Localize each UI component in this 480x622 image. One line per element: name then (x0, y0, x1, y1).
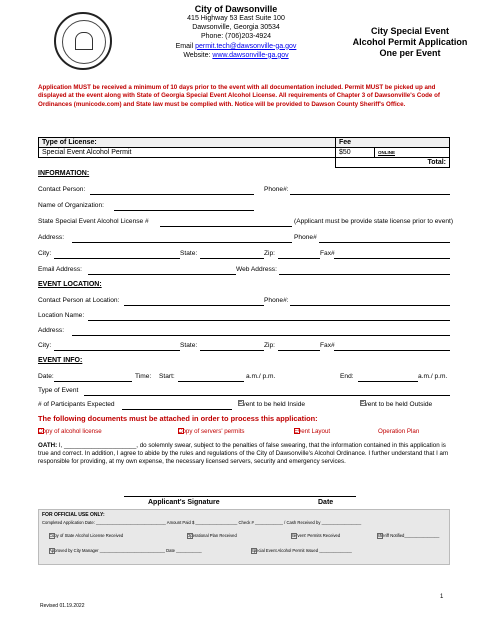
official-copy-license[interactable] (49, 533, 123, 538)
phone-field[interactable] (290, 194, 450, 195)
form-title-line-2: Alcohol Permit Application (352, 37, 468, 47)
official-sheriff-checkbox[interactable] (377, 533, 383, 539)
oath-text: I, _____________________, do solemnly swear, subject to the penalties of false swearing, that the information contained in this application is true and correct. In addition, I agree to abide by the rules and regulations of the City of Dawsonville's Alcohol Ordinance. I further understand that I am responsible for providing, at my own expense, the necessary licensed servers, security and emergency services. (38, 442, 449, 466)
form-title (350, 26, 470, 59)
start-time-field[interactable] (178, 381, 244, 382)
doc-alcohol-license-label: Copy of alcohol license (38, 428, 102, 435)
doc-event-layout-checkbox[interactable] (294, 428, 300, 434)
state-license-field[interactable] (160, 226, 292, 227)
official-servers-checkbox[interactable] (291, 533, 297, 539)
participants-row (38, 400, 450, 411)
outside-option[interactable] (360, 400, 432, 410)
location-fax-field[interactable] (334, 350, 450, 351)
contact-person-field[interactable] (90, 194, 254, 195)
online-link[interactable]: ONLINE (375, 148, 450, 158)
official-approved-checkbox[interactable] (49, 548, 55, 554)
contact-row (38, 185, 450, 196)
location-zip-field[interactable] (278, 350, 320, 351)
start-ampm: a.m./ p.m. (246, 373, 276, 380)
location-contact-field[interactable] (124, 305, 264, 306)
address-row (38, 233, 450, 244)
city-label: City: (38, 250, 52, 257)
phone2-label: Phone# (294, 234, 317, 241)
phone2-field[interactable] (319, 242, 450, 243)
documents-heading: The following documents must be attached in order to process this application: (38, 414, 318, 423)
notice-paragraph: Application MUST be received a minimum of 10 days prior to the event with all documentation included. Permit MUST be picked up and displayed at the event along with State of Georgia Special Event Alcohol License. All requirements of Chapter 3 of Dawsonville's Code of Ordinances (municode.com) and State law must be complied with. Notice will be provided to Dawson County Sheriff's Office. (38, 84, 440, 108)
web-label: Web Address: (236, 266, 277, 273)
official-sheriff[interactable] (377, 533, 439, 538)
email-label-field: Email Address: (38, 266, 82, 273)
address-field[interactable] (72, 242, 292, 243)
doc-operation-plan: Operation Plan (378, 428, 420, 435)
date-field[interactable] (54, 381, 132, 382)
doc-alcohol-license[interactable] (38, 428, 102, 435)
doc-alcohol-license-checkbox[interactable] (38, 428, 44, 434)
website-link[interactable]: www.dawsonville-ga.gov (212, 51, 289, 59)
city-row (38, 249, 450, 260)
official-heading: FOR OFFICIAL USE ONLY: (42, 512, 105, 518)
outside-label: Event to be held Outside (360, 401, 433, 408)
official-issued-label: Special Event Alcohol Permit Issued ______________ (251, 548, 352, 553)
website-label: Website: (183, 51, 213, 59)
official-operational-checkbox[interactable] (187, 533, 193, 539)
doc-servers-permits[interactable] (178, 428, 245, 435)
city-header (144, 4, 328, 60)
participants-label: # of Participants Expected (38, 401, 115, 408)
official-sheriff-label: Sheriff Notified_______________ (377, 533, 440, 538)
end-ampm: a.m./ p.m. (418, 373, 448, 380)
doc-event-layout[interactable] (294, 428, 330, 435)
state-field[interactable] (200, 258, 264, 259)
official-servers-label: Servers' Permits Received (291, 533, 341, 538)
event-type-row (38, 386, 450, 397)
documents-list (38, 428, 450, 438)
doc-event-layout-label: Event Layout (294, 428, 331, 435)
contact-person-label: Contact Person: (38, 186, 86, 193)
location-phone-label: Phone#: (264, 297, 289, 304)
end-label: End: (340, 373, 354, 380)
address-line-1: 415 Highway 53 East Suite 100 (187, 15, 285, 22)
location-name-label: Location Name: (38, 312, 85, 319)
location-name-field[interactable] (88, 320, 450, 321)
start-label: Start: (159, 373, 175, 380)
signature-date-label: Date (318, 499, 334, 506)
address-label: Address: (38, 234, 65, 241)
outside-checkbox[interactable] (360, 400, 366, 406)
location-state-label: State: (180, 342, 198, 349)
form-title-line-1: City Special Event (370, 26, 450, 36)
location-city-label: City: (38, 342, 52, 349)
organization-field[interactable] (114, 210, 254, 211)
revised-date: Revised 01.19.2022 (40, 603, 85, 609)
location-zip-label: Zip: (264, 342, 275, 349)
location-city-row (38, 341, 450, 352)
inside-checkbox[interactable] (238, 400, 244, 406)
fax-field[interactable] (334, 258, 450, 259)
official-copy-license-checkbox[interactable] (49, 533, 55, 539)
official-issued[interactable] (251, 548, 352, 553)
state-label: State: (180, 250, 198, 257)
information-heading: INFORMATION: (38, 170, 90, 177)
email-label: Email (175, 42, 196, 50)
location-state-field[interactable] (200, 350, 264, 351)
zip-field[interactable] (278, 258, 320, 259)
doc-servers-permits-label: Copy of servers' permits (178, 428, 245, 435)
event-type-label: Type of Event (38, 387, 79, 394)
city-field[interactable] (54, 258, 180, 259)
end-time-field[interactable] (358, 381, 418, 382)
official-operational-label: Operational Plan Received (187, 533, 237, 538)
organization-row (38, 201, 450, 212)
page-number: 1 (440, 594, 444, 600)
official-completed-line: Completed Application Date: ______________________________ Amount Paid $ __________________ Check # ____________ / Cash Received by _________________ (42, 520, 362, 525)
location-address-row (38, 326, 450, 337)
state-license-note: (Applicant must be provide state license prior to event) (294, 218, 454, 225)
official-copy-license-label: Copy of State Alcohol License Received (49, 533, 124, 538)
fax-label: Fax# (320, 250, 335, 257)
email-link[interactable]: permit.tech@dawsonville-ga.gov (195, 42, 297, 50)
location-address-field[interactable] (72, 335, 450, 336)
city-seal (54, 12, 112, 70)
official-use-box (38, 509, 450, 565)
zip-label: Zip: (264, 250, 275, 257)
location-city-field[interactable] (54, 350, 180, 351)
applicant-signature-label: Applicant's Signature (148, 499, 220, 506)
email-row (38, 265, 450, 276)
state-license-label: State Special Event Alcohol License # (38, 218, 149, 225)
location-phone-field[interactable] (290, 305, 450, 306)
official-operational[interactable] (187, 533, 237, 538)
location-fax-label: Fax# (320, 342, 335, 349)
location-address-label: Address: (38, 327, 65, 334)
inside-option[interactable] (238, 400, 305, 410)
official-approved-label: Approved by City Manager ____________________________ Date ___________ (49, 548, 202, 553)
phone-line: Phone: (706)203-4924 (200, 33, 272, 41)
oath-paragraph (38, 442, 450, 467)
signature-line[interactable] (124, 496, 356, 497)
web-field[interactable] (279, 274, 450, 275)
event-date-row (38, 372, 450, 383)
official-servers[interactable] (291, 533, 340, 538)
location-contact-row (38, 296, 450, 307)
oath-label: OATH: (38, 442, 58, 449)
event-location-heading: EVENT LOCATION: (38, 281, 102, 288)
official-approved[interactable] (49, 548, 202, 553)
official-issued-checkbox[interactable] (251, 548, 257, 554)
address-line-2: Dawsonville, Georgia 30534 (192, 24, 280, 32)
license-type-value: Special Event Alcohol Permit (39, 148, 336, 158)
email-field[interactable] (88, 274, 236, 275)
form-title-line-3: One per Event (379, 48, 441, 58)
event-info-heading: EVENT INFO: (38, 357, 83, 364)
location-contact-label: Contact Person at Location: (38, 297, 120, 304)
doc-servers-permits-checkbox[interactable] (178, 428, 184, 434)
date-label: Date: (38, 373, 54, 380)
org-name: City of Dawsonville (194, 4, 278, 14)
time-label: Time: (135, 373, 152, 380)
license-type-header: Type of License: (39, 138, 336, 148)
fee-header: Fee (336, 138, 450, 148)
phone-label: Phone#: (264, 186, 289, 193)
total-label: Total: (336, 158, 450, 168)
license-table (38, 137, 450, 168)
fee-value: $50 (336, 148, 375, 158)
organization-label: Name of Organization: (38, 202, 104, 209)
participants-field[interactable] (122, 409, 232, 410)
state-license-row (38, 217, 454, 228)
inside-label: Event to be held Inside (238, 401, 306, 408)
event-type-field[interactable] (84, 395, 450, 396)
location-name-row (38, 311, 450, 322)
